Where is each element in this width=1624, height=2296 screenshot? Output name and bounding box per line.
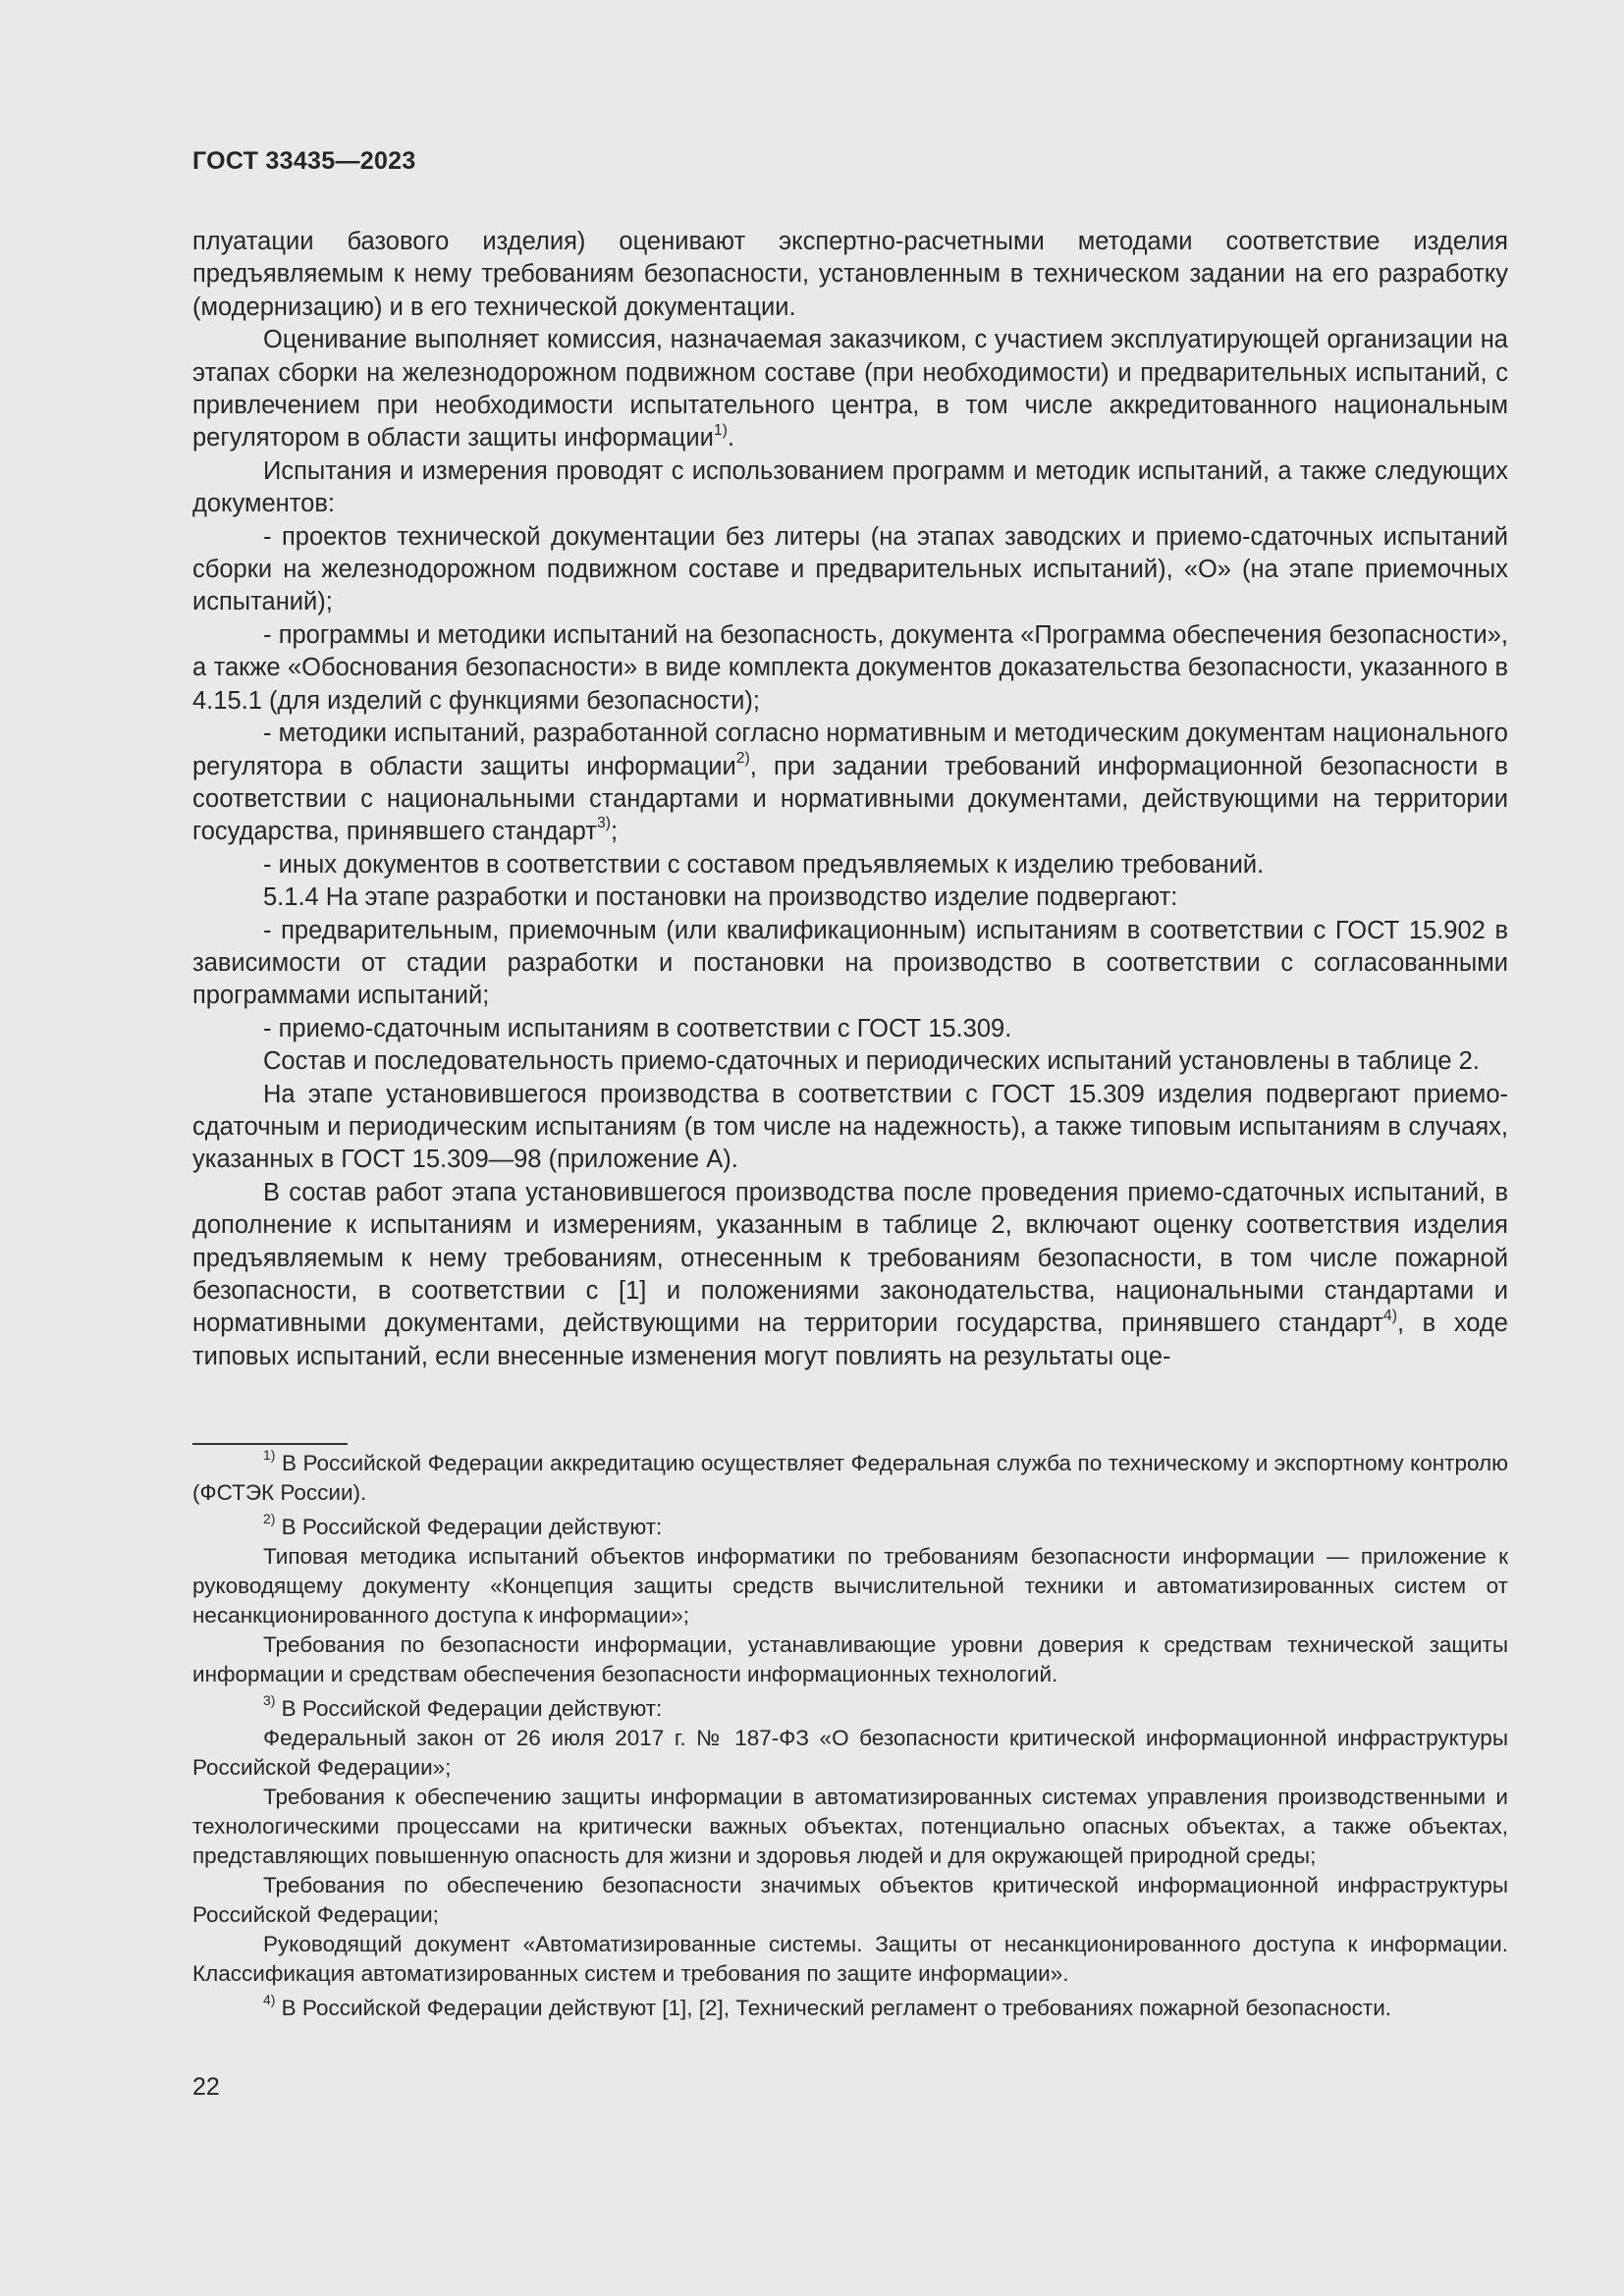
footnote-item: Требования к обеспечению защиты информации в автоматизированных системах управления производственными и технологическими процессами на критически важных объектах, потенциально опасных объектах, а также объектах, представляющих повышенную опасность для жизни и здоровья людей и для окружающей природной среды; bbox=[192, 1785, 1508, 1868]
footnote-item: Требования по безопасности информации, устанавливающие уровни доверия к средствам технической защиты информации и средствам обеспечения безопасности информационных технологий. bbox=[192, 1632, 1508, 1686]
list-item: - проектов технической документации без литеры (на этапах заводских и приемо-сдаточных испытаний сборки на железнодорожном подвижном составе и предварительных испытаний), «О» (на этапе приемочных испытаний); bbox=[192, 522, 1508, 616]
paragraph: На этапе установившегося производства в соответствии с ГОСТ 15.309 изделия подвергают приемо-сдаточным и периодическим испытаниям (в том числе на надежность), а также типовым испытаниям в случаях, указанных в ГОСТ 15.309—98 (приложение А). bbox=[192, 1080, 1508, 1174]
footnote-item: Федеральный закон от 26 июля 2017 г. № 187-ФЗ «О безопасности критической информационной инфраструктуры Российской Федерации»; bbox=[192, 1726, 1508, 1780]
footnotes bbox=[192, 1449, 1508, 2023]
footnote-ref: 2) bbox=[735, 749, 750, 767]
footnote-1: $^{1)}$ В Российской Федерации аккредитацию осуществляет Федеральная служба по техническому и экспортному контролю (ФСТЭК России). bbox=[192, 1447, 1508, 1505]
section-clause: 5.1.4 На этапе разработки и постановки на производство изделие подвергают: bbox=[263, 883, 1178, 912]
footnote-separator bbox=[192, 1443, 348, 1445]
paragraph: В состав работ этапа установившегося производства после проведения приемо-сдаточных испытаний, в дополнение к испытаниям и измерениям, указанным в таблице 2, включают оценку соответствия изделия предъявляемым к нему требованиям, отнесенным к требованиям безопасности, в том числе пожарной безопасности, в соответствии с [1] и положениями законодательства, национальными стандартами и нормативными документами, действующими на территории государства, принявшего стандарт$^{4)}$, в ходе типовых испытаний, если внесенные изменения могут повлиять на результаты оце- bbox=[192, 1178, 1508, 1370]
paragraph: плуатации базового изделия) оценивают экспертно-расчетными методами соответствие изделия предъявляемым к нему требованиям безопасности, установленным в техническом задании на его разработку (модернизацию) и в его технической документации. bbox=[192, 228, 1508, 321]
paragraph: Состав и последовательность приемо-сдаточных и периодических испытаний установлены в таблице 2. bbox=[263, 1047, 1480, 1076]
list-item: - программы и методики испытаний на безопасность, документа «Программа обеспечения безопасности», а также «Обоснования безопасности» в виде комплекта документов доказательства безопасности, указанного в 4.15.1 (для изделий с функциями безопасности); bbox=[192, 620, 1508, 715]
page-number: 22 bbox=[192, 2073, 220, 2101]
list-item: - иных документов в соответствии с составом предъявляемых к изделию требований. bbox=[263, 850, 1265, 879]
footnote-2: $^{2)}$ В Российской Федерации действуют: bbox=[263, 1511, 663, 1539]
list-item: - предварительным, приемочным (или квалификационным) испытаниям в соответствии с ГОСТ 15.902 в зависимости от стадии разработки и постановки на производство в соответствии с согласованными программами испытаний; bbox=[192, 916, 1508, 1010]
footnote-item: Типовая методика испытаний объектов информатики по требованиям безопасности информации — приложение к руководящему документу «Концепция защиты средств вычислительной техники и автоматизированных систем от несанкционированного доступа к информации»; bbox=[192, 1544, 1508, 1628]
footnote-3: $^{3)}$ В Российской Федерации действуют: bbox=[263, 1692, 663, 1721]
footnote-item: Руководящий документ «Автоматизированные системы. Защиты от несанкционированного доступа к информации. Классификация автоматизированных систем и требования по защите информации». bbox=[192, 1932, 1508, 1986]
footnote-item: Требования по обеспечению безопасности значимых объектов критической информационной инфраструктуры Российской Федерации; bbox=[192, 1873, 1508, 1927]
paragraph: Испытания и измерения проводят с использованием программ и методик испытаний, а также следующих документов: bbox=[192, 456, 1508, 518]
footnote-ref: 1) bbox=[713, 421, 728, 439]
main-text bbox=[192, 226, 1508, 1373]
footnote-ref: 4) bbox=[1382, 1307, 1397, 1324]
list-item: - приемо-сдаточным испытаниям в соответствии с ГОСТ 15.309. bbox=[263, 1014, 1012, 1042]
footnote-ref: 3) bbox=[596, 815, 611, 832]
footnote-4: $^{4)}$ В Российской Федерации действуют [1], [2], Технический регламент о требованиях пожарной безопасности. bbox=[263, 1992, 1392, 2020]
list-item: - методики испытаний, разработанной согласно нормативным и методическим документам национального регулятора в области защиты информации$^{2)}$, при задании требований информационной безопасности в соответствии с национальными стандартами и нормативными документами, действующими на территории государства, принявшего стандарт$^{3)}$; bbox=[192, 720, 1508, 846]
paragraph: Оценивание выполняет комиссия, назначаемая заказчиком, с участием эксплуатирующей организации на этапах сборки на железнодорожном подвижном составе (при необходимости) и предварительных испытаний, с привлечением при необходимости испытательного центра, в том числе аккредитованного национальным регулятором в области защиты информации$^{1)}$. bbox=[192, 326, 1508, 453]
document-header: ГОСТ 33435—2023 bbox=[192, 147, 416, 175]
